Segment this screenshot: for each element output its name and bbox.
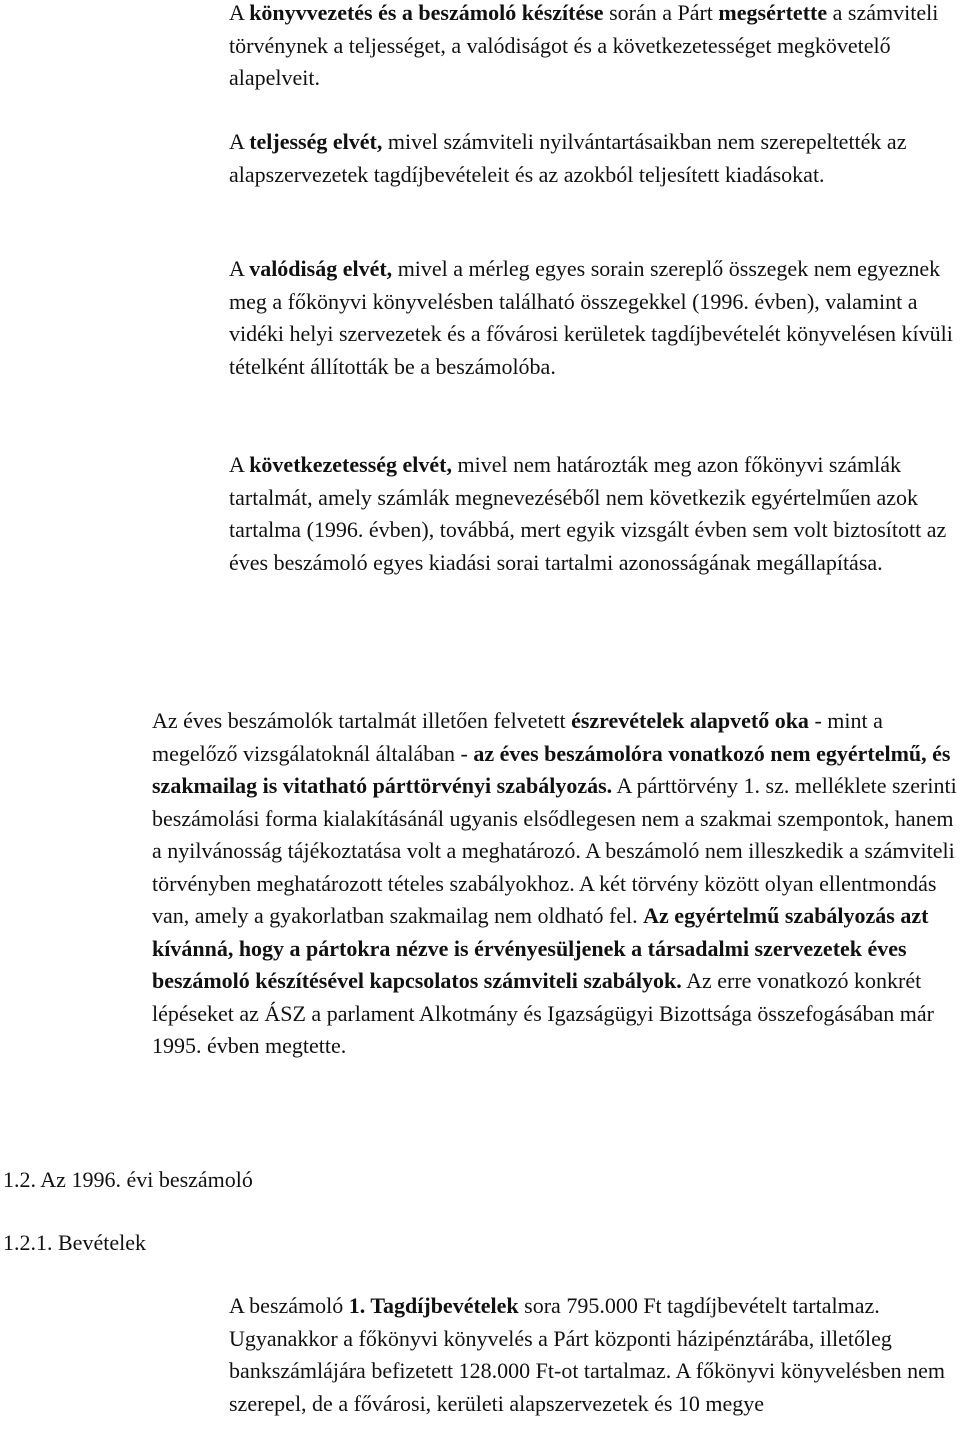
article-prefix: A [229, 452, 250, 477]
paragraph-observations [152, 705, 958, 1063]
bold-phrase: észrevételek alapvető oka [571, 708, 809, 733]
paragraph-completeness-principle [229, 126, 958, 191]
paragraph-consistency-principle [229, 449, 958, 579]
paragraph-principles-violated [229, 0, 958, 95]
bold-phrase: teljesség elvét, [249, 129, 383, 154]
section-heading-1996-report: 1.2. Az 1996. évi beszámoló [3, 1167, 253, 1192]
paragraph-membership-fees [229, 1290, 958, 1420]
bold-phrase: Az egyértelmű szabályozás azt kívánná, hogy a pártokra nézve is érvényesüljenek a társadalmi szervezetek éves beszámoló készítésével kapcsolatos számviteli szabályok. [152, 903, 929, 993]
text-run: A beszámoló [229, 1293, 349, 1318]
text-run: mivel számviteli nyilvántartásaikban nem szerepeltették az alapszervezetek tagdíjbevételeit és az azokból teljesített kiadásokat. [229, 129, 907, 187]
text-run: Az erre vonatkozó konkrét lépéseket az ÁSZ a parlament Alkotmány és Igazságügyi Bizottsága összefogásában már 1995. évben megtette. [152, 968, 934, 1058]
bold-phrase: megsértette [718, 0, 828, 25]
paragraph-validity-principle [229, 253, 958, 383]
text-run: mivel nem határozták meg azon főkönyvi számlák tartalmát, amely számlák megnevezéséből nem következik egyértelműen azok tartalma (1996. évben), továbbá, mert egyik vizsgált évben sem volt biztosított az éves beszámoló egyes kiadási sorai tartalmi azonosságának megállapítása. [229, 452, 947, 575]
bold-phrase: könyvvezetés és a beszámoló készítése [249, 0, 604, 25]
bold-phrase: az éves beszámolóra vonatkozó nem egyértelmű, és szakmailag is vitatható párttörvényi szabályozás. [152, 740, 951, 798]
bold-phrase: valódiság elvét, [249, 256, 393, 281]
text-run: során a Párt [603, 0, 719, 25]
text-run: sora 795.000 Ft tagdíjbevételt tartalmaz. Ugyanakkor a főkönyvi könyvelés a Párt központi házipénztárába, illetőleg bankszámlájára befizetett 128.000 Ft-ot tartalmaz. A főkönyvi könyvelésben nem szerepel, de a fővárosi, kerületi alapszervezetek és 10 megye [229, 1293, 946, 1416]
text-run: - mint a megelőző vizsgálatoknál általában - [152, 708, 883, 766]
bold-phrase: következetesség elvét, [249, 452, 452, 477]
section-heading-revenues: 1.2.1. Bevételek [3, 1230, 146, 1255]
text-run: Az éves beszámolók tartalmát illetően felvetett [152, 708, 572, 733]
article-prefix: A [229, 256, 250, 281]
article-prefix: A [229, 0, 250, 25]
article-prefix: A [229, 129, 250, 154]
text-run: A párttörvény 1. sz. melléklete szerinti beszámolási forma kialakításánál ugyanis elsődlegesen nem a szakmai szempontok, hanem a nyilvánosság tájékoztatása volt a meghatározó. A beszámoló nem illeszkedik a számviteli törvényben meghatározott tételes szabályokhoz. A két törvény között olyan ellentmondás van, amely a gyakorlatban szakmailag nem oldható fel. [152, 773, 957, 928]
text-run: mivel a mérleg egyes sorain szereplő összegek nem egyeznek meg a főkönyvi könyvelésben található összegekkel (1996. évben), valamint a vidéki helyi szervezetek és a fővárosi kerületek tagdíjbevételét könyvelésen kívüli tételként állították be a beszámolóba. [229, 256, 953, 379]
text-run: a számviteli törvénynek a teljességet, a valódiságot és a következetességet megkövetelő alapelveit. [229, 0, 939, 90]
bold-phrase: 1. Tagdíjbevételek [348, 1293, 519, 1318]
